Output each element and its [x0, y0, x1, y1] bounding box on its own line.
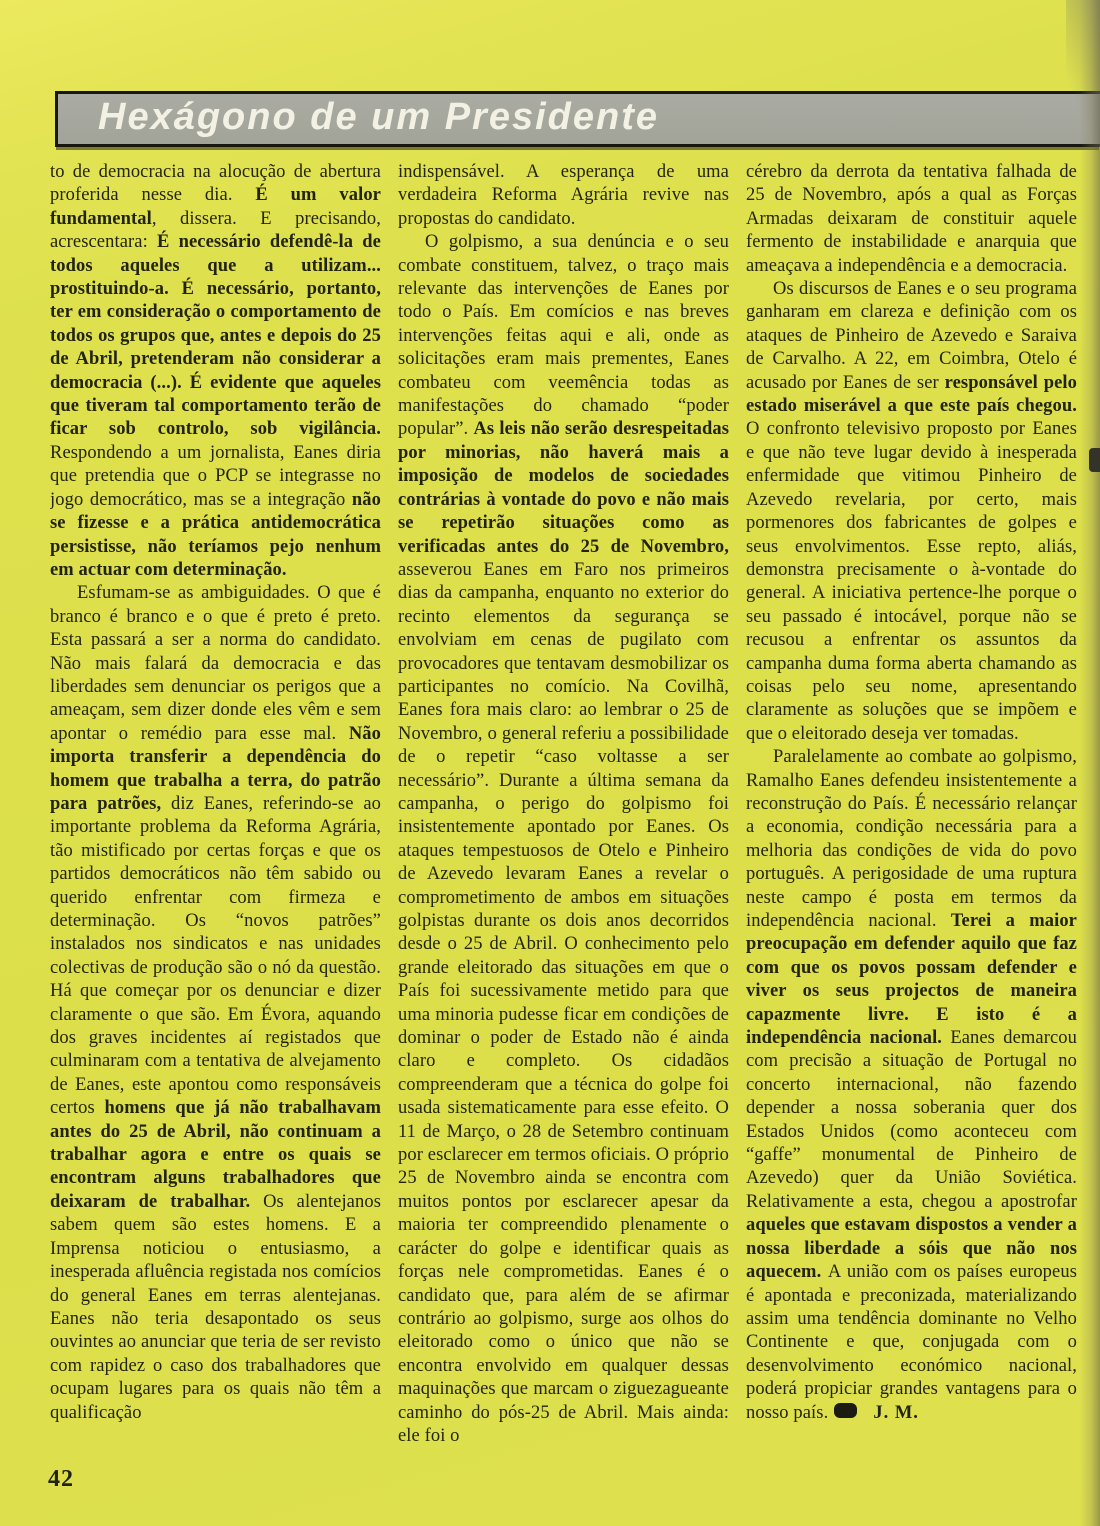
- paragraph: [50, 582, 381, 1425]
- text-segment: Eanes demarcou com precisão a situação de Portugal no concerto internacional, não fazendo depender a nossa soberania quer dos Estados Unidos (como aconteceu com “gaffe” monumental de Pinheiro de Azevedo) quer da União Soviética. Relativamente a esta, chegou a apostrofar: [746, 1028, 1077, 1212]
- text-segment: A união com os países europeus é apontada e preconizada, materializando assim uma tendência dominante no Velho Continente e que, conjugada com o desenvolvimento económico nacional, poderá propiciar grandes vantagens para o nosso país.: [746, 1262, 1077, 1423]
- page-corner-shadow: [1066, 0, 1100, 150]
- text-segment: Respondendo a um jornalista, Eanes diria que pretendia que o PCP se integrasse no jogo democrático, mas se a integração: [50, 442, 381, 510]
- text-segment: As leis não serão desrespeitadas por minorias, não haverá mais a imposição de modelos de sociedades contrárias à vontade do povo e não mais se repetirão situações como as verificadas antes do 25 de Novembro,: [398, 419, 729, 557]
- article-title: Hexágono de um Presidente: [98, 95, 660, 138]
- page-number: 42: [48, 1466, 74, 1492]
- article-title-banner: [55, 91, 1100, 147]
- text-column-3: [746, 161, 1077, 1487]
- page-edge-mark: [1089, 448, 1100, 472]
- paragraph: [398, 231, 729, 1448]
- paragraph: [50, 161, 381, 582]
- text-segment: É um valor fundamental: [50, 185, 381, 229]
- text-segment: O golpismo, a sua denúncia e o seu combate constituem, talvez, o traço mais relevante das intervenções de Eanes por todo o País. Em comícios e nas breves intervenções feitas aqui e ali, onde as solicitações eram mais prementes, Eanes combateu com veemência todas as manifestações do chamado “poder popular”.: [398, 232, 729, 440]
- text-column-2: [398, 161, 729, 1487]
- text-segment: indispensável. A esperança de uma verdadeira Reforma Agrária revive nas propostas do candidato.: [398, 162, 729, 229]
- text-segment: Esfumam-se as ambiguidades. O que é branco é branco e o que é preto é preto. Esta passará a ser a norma do candidato. Não mais falará da democracia e das liberdades sem denunciar os perigos que a ameaçam, sem dizer donde eles vêm e sem apontar o remédio para esse mal.: [50, 583, 381, 744]
- text-segment: O confronto televisivo proposto por Eanes e que não teve lugar devido à inesperada enfermidade que vitimou Pinheiro de Azevedo revelaria, por certo, mais pormenores dos fabricantes de golpes e seus envolvimentos. Esse repto, aliás, demonstra precisamente o à-vontade do general. A iniciativa pertence-lhe porque o seu passado é intocável, porque não se recusou a enfrentar os assuntos da campanha duma forma aberta chamando as coisas pelo seu nome, apresentando claramente as soluções que se impõem e que o eleitorado deseja ver tomadas.: [746, 419, 1077, 744]
- text-column-1: [50, 161, 381, 1487]
- text-segment: Paralelamente ao combate ao golpismo, Ramalho Eanes defendeu insistentemente a reconstrução do País. É necessário relançar a economia, condição necessária para a melhoria das condições de vida do povo português. A perigosidade de uma ruptura neste campo é posta em termos da independência nacional.: [746, 747, 1077, 931]
- author-initials: J. M.: [873, 1402, 919, 1423]
- text-segment: aqueles que estavam dispostos a vender a nossa liberdade a sóis que não nos aquecem.: [746, 1215, 1077, 1283]
- paragraph: [398, 161, 729, 231]
- page-edge-shadow: [1080, 0, 1100, 1526]
- text-segment: asseverou Eanes em Faro nos primeiros dias da campanha, enquanto no exterior do recinto elementos da segurança se envolviam em cenas de pugilato com provocadores que tentavam desmobilizar os participantes no comício. Na Covilhã, Eanes fora mais claro: ao lembrar o 25 de Novembro, o general referiu a possibilidade de o repetir “caso voltasse a ser necessário”. Durante a última semana da campanha, o perigo do golpismo foi insistentemente apontado por Eanes. Os ataques tempestuosos de Otelo e Pinheiro de Azevedo levaram Eanes a revelar o comprometimento de ambos em situações golpistas durante os dois anos decorridos desde o 25 de Abril. O conhecimento pelo grande eleitorado das situações em que o País foi sucessivamente metido para que uma minoria pudesse ficar em condições de dominar o poder de Estado não é ainda claro e completo. Os cidadãos compreenderam que a técnica do golpe foi usada sistematicamente para esse efeito. O 11 de Março, o 28 de Setembro continuam por esclarecer em termos oficiais. O próprio 25 de Novembro ainda se encontra com muitos pontos por esclarecer apesar da maioria ter compreendido plenamente o carácter do golpe e identificar quais as forças nele comprometidas. Eanes é o candidato que, para além de se afirmar contrário ao golpismo, surge aos olhos do eleitorado como o único que não se encontra envolvido em qualquer dessas maquinações que marcam o ziguezagueante caminho do pós-25 de Abril. Mais ainda: ele foi o: [398, 559, 729, 1446]
- paragraph: [746, 746, 1077, 1425]
- text-segment: não se fizesse e a prática antidemocrática persistisse, não teríamos pejo nenhum em actuar com determinação.: [50, 489, 381, 580]
- article-body: [50, 161, 1078, 1487]
- text-segment: Não importa transferir a dependência do homem que trabalha a terra, do patrão para patrões,: [50, 723, 381, 814]
- text-segment: homens que já não trabalhavam antes do 25 de Abril, não continuam a trabalhar agora e entre os quais se encontram alguns trabalhadores que deixaram de trabalhar.: [50, 1098, 381, 1212]
- paragraph: [746, 278, 1077, 746]
- end-of-article-icon: [834, 1403, 857, 1418]
- text-segment: Terei a maior preocupação em defender aquilo que faz com que os povos possam defender e viver os seus projectos de maneira capazmente livre. E isto é a independência nacional.: [746, 911, 1077, 1049]
- text-segment: É necessário defendê-la de todos aqueles que a utilizam... prostituindo-a. É necessário, portanto, ter em consideração o comportamento de todos os grupos que, antes e depois do 25 de Abril, pretenderam não considerar a democracia (...). É evidente que aqueles que tiveram tal comportamento terão de ficar sob controlo, sob vigilância.: [50, 232, 381, 440]
- text-segment: to de democracia na alocução de abertura proferida nesse dia.: [50, 162, 381, 206]
- text-segment: , dissera. E precisando, acrescentara:: [50, 208, 381, 253]
- text-segment: diz Eanes, referindo-se ao importante problema da Reforma Agrária, tão mistificado por certas forças e que os partidos democráticos não têm sabido ou querido enfrentar com firmeza e determinação. Os “novos patrões” instalados nos sindicatos e nas unidades colectivas de produção são o nó da questão. Há que começar por os denunciar e dizer claramente o que são. Em Évora, aquando dos graves incidentes aí registados que culminaram com a tentativa de alvejamento de Eanes, este apontou como responsáveis certos: [50, 793, 381, 1119]
- text-segment: cérebro da derrota da tentativa falhada de 25 de Novembro, após a qual as Forças Armadas deixaram de constituir aquele fermento de instabilidade e anarquia que ameaçava a independência e a democracia.: [746, 162, 1077, 276]
- text-segment: responsável pelo estado miserável a que este país chegou.: [746, 372, 1077, 417]
- text-segment: Os alentejanos sabem quem são estes homens. E a Imprensa noticiou o entusiasmo, a inesperada afluência registada nos comícios do general Eanes em terras alentejanas. Eanes não teria desapontado os seus ouvintes ao anunciar que teria de ser revisto com rapidez o caso dos trabalhadores que ocupam lugares para os quais não têm a qualificação: [50, 1191, 381, 1423]
- paragraph: [746, 161, 1077, 278]
- text-segment: Os discursos de Eanes e o seu programa ganharam em clareza e definição com os ataques de Pinheiro de Azevedo e Saraiva de Carvalho. A 22, em Coimbra, Otelo é acusado por Eanes de ser: [746, 279, 1077, 393]
